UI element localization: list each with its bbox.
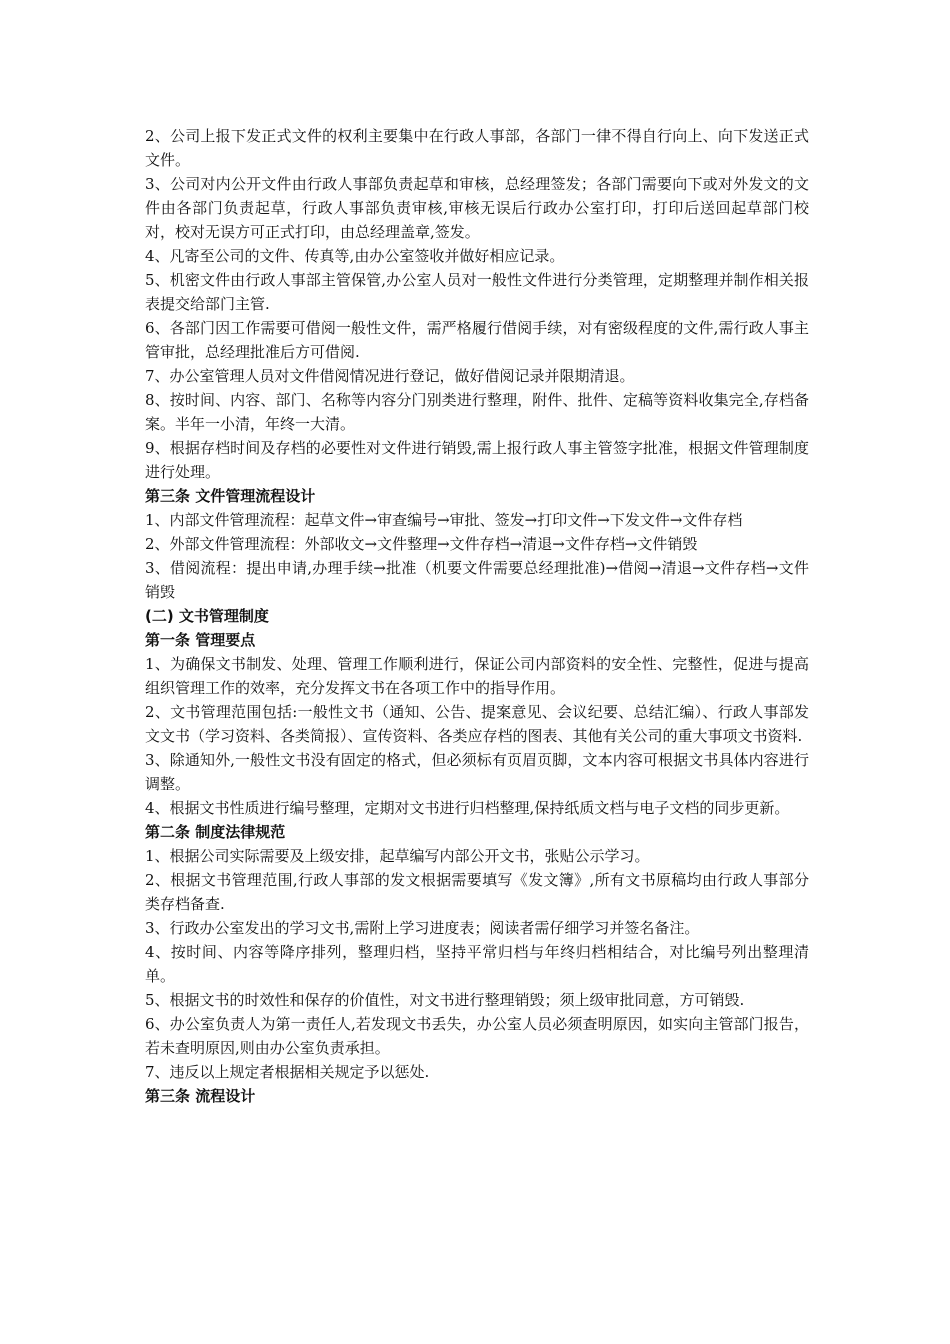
section-heading-process-design: 第三条 流程设计 xyxy=(145,1087,256,1105)
section-heading-legal-norms: 第二条 制度法律规范 xyxy=(145,823,286,841)
clause-8-sorting-archiving: 8、按时间、内容、部门、名称等内容分门别类进行整理，附件、批件、定稿等资料收集完全,存档备案。半年一小清，年终一大清。 xyxy=(145,391,809,433)
norm-2-issuing-register: 2、根据文书管理范围,行政人事部的发文根据需要填写《发文簿》,所有文书原稿均由行政人事部分类存档备查. xyxy=(145,871,809,913)
clause-5-confidential-documents: 5、机密文件由行政人事部主管保管,办公室人员对一般性文件进行分类管理，定期整理并制作相关报表提交给部门主管. xyxy=(145,271,809,313)
norm-7-penalty: 7、违反以上规定者根据相关规定予以惩处. xyxy=(145,1063,430,1081)
point-1-purpose: 1、为确保文书制发、处理、管理工作顺利进行，保证公司内部资料的安全性、完整性，促进与提高组织管理工作的效率，充分发挥文书在各项工作中的指导作用。 xyxy=(145,655,809,697)
clause-9-destruction: 9、根据存档时间及存档的必要性对文件进行销毁,需上报行政人事主管签字批准，根据文件管理制度进行处理。 xyxy=(145,439,809,481)
document-body xyxy=(145,124,809,1108)
clause-2-official-documents: 2、公司上报下发正式文件的权利主要集中在行政人事部，各部门一律不得自行向上、向下发送正式文件。 xyxy=(145,127,809,169)
norm-1-drafting: 1、根据公司实际需要及上级安排，起草编写内部公开文书，张贴公示学习。 xyxy=(145,847,650,865)
clause-4-incoming-mail: 4、凡寄至公司的文件、传真等,由办公室签收并做好相应记录。 xyxy=(145,247,565,265)
clause-7-borrowing-records: 7、办公室管理人员对文件借阅情况进行登记，做好借阅记录并限期清退。 xyxy=(145,367,635,385)
process-external-files: 2、外部文件管理流程：外部收文→文件整理→文件存档→清退→文件存档→文件销毁 xyxy=(145,535,698,553)
section-heading-file-process: 第三条 文件管理流程设计 xyxy=(145,487,316,505)
point-3-format: 3、除通知外,一般性文书没有固定的格式，但必须标有页眉页脚，文本内容可根据文书具体内容进行调整。 xyxy=(145,751,809,793)
process-borrowing: 3、借阅流程：提出申请,办理手续→批准（机要文件需要总经理批准)→借阅→清退→文件存档→文件销毁 xyxy=(145,559,809,601)
point-4-numbering: 4、根据文书性质进行编号整理，定期对文书进行归档整理,保持纸质文档与电子文档的同步更新。 xyxy=(145,799,790,817)
process-internal-files: 1、内部文件管理流程：起草文件→审查编号→审批、签发→打印文件→下发文件→文件存档 xyxy=(145,511,743,529)
clause-6-borrowing-documents: 6、各部门因工作需要可借阅一般性文件，需严格履行借阅手续，对有密级程度的文件,需行政人事主管审批，总经理批准后方可借阅. xyxy=(145,319,809,361)
point-2-scope: 2、文书管理范围包括:一般性文书（通知、公告、提案意见、会议纪要、总结汇编）、行政人事部发文文书（学习资料、各类简报）、宣传资料、各类应存档的图表、其他有关公司的重大事项文书资料. xyxy=(145,703,809,745)
norm-5-destruction: 5、根据文书的时效性和保存的价值性，对文书进行整理销毁；须上级审批同意，方可销毁. xyxy=(145,991,745,1009)
norm-6-responsibility: 6、办公室负责人为第一责任人,若发现文书丢失，办公室人员必须查明原因，如实向主管部门报告，若未查明原因,则由办公室负责承担。 xyxy=(145,1015,809,1057)
section-heading-document-system: (二) 文书管理制度 xyxy=(145,607,269,625)
norm-3-study-documents: 3、行政办公室发出的学习文书,需附上学习进度表；阅读者需仔细学习并签名备注。 xyxy=(145,919,700,937)
clause-3-internal-public-documents: 3、公司对内公开文件由行政人事部负责起草和审核，总经理签发；各部门需要向下或对外发文的文件由各部门负责起草，行政人事部负责审核,审核无误后行政办公室打印，打印后送回起草部门校对，校对无误方可正式打印，由总经理盖章,签发。 xyxy=(145,175,809,241)
norm-4-ordering: 4、按时间、内容等降序排列，整理归档，坚持平常归档与年终归档相结合，对比编号列出整理清单。 xyxy=(145,943,809,985)
section-heading-management-points: 第一条 管理要点 xyxy=(145,631,256,649)
